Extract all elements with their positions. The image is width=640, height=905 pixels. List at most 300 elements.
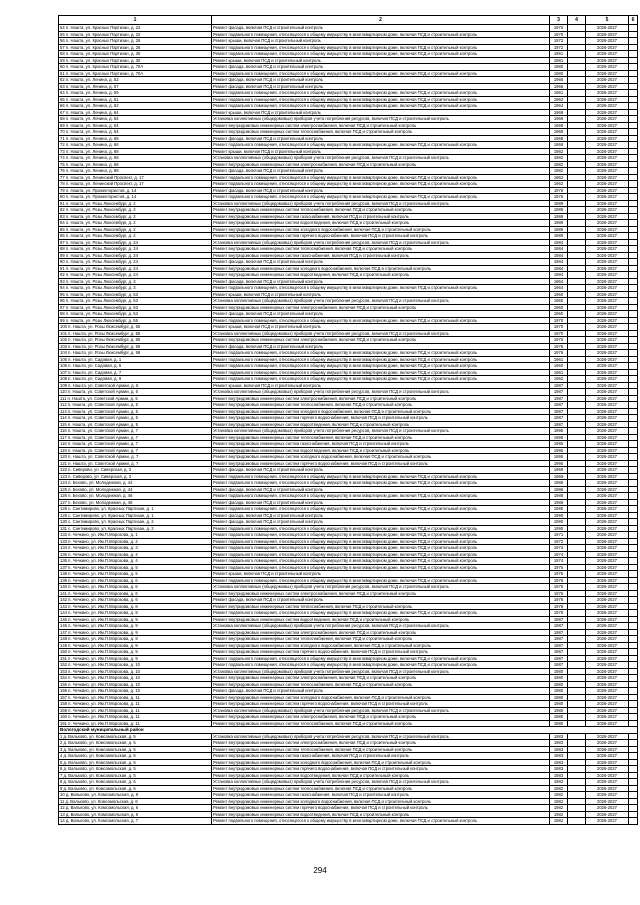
period-cell: 2026-2027: [586, 811, 629, 818]
address-text: д. Вальково, ул. Комсомольская, д. 5: [63, 772, 136, 778]
period-cell: 2026-2027: [586, 610, 629, 617]
build-year-cell: 1984: [550, 239, 568, 246]
build-year-cell: 1987: [550, 623, 568, 630]
work-type-cell: Ремонт фасада, включая ПСД и строительный контроль: [212, 597, 550, 604]
row-number: 97: [60, 304, 65, 310]
build-year-cell: 1961: [550, 356, 568, 363]
work-type-cell: Ремонт внутридомовых инженерных систем теплоснабжения, включая ПСД и строительный контроль: [212, 603, 550, 610]
address-text: п. Чечкино, ул. Им.П.Морозова, д. 4: [68, 551, 138, 557]
work-type-cell: Ремонт подвального помещения, относящегося к общему имуществу в многоквартирном доме, включая ПСД и строительный контроль: [212, 532, 550, 539]
work-type-cell: Ремонт фасада, включая ПСД и строительный контроль: [212, 77, 550, 84]
period-cell: 2026-2027: [586, 402, 629, 409]
build-year-cell: 1982: [550, 785, 568, 792]
header-col-1: 1: [59, 16, 212, 25]
build-year-cell: 1987: [550, 636, 568, 643]
row-number: 70: [60, 129, 65, 134]
address-text: д. Вальково, ул. Комсомольская, д. 6: [65, 805, 139, 810]
address-text: п. Нашта, ул. Ленина, д. 61: [65, 96, 119, 102]
period-cell: 2026-2027: [586, 545, 629, 552]
address-text: п. Нашта, ул. Красных Партизан, д. 22: [65, 31, 141, 37]
work-type-cell: Ремонт внутридомовых инженерных систем теплоснабжения, включая ПСД и строительный контроль: [212, 681, 550, 688]
row-number: 6: [60, 766, 63, 771]
address-text: п. Нашта, ул. Советской Армии, д. 7: [67, 428, 138, 433]
period-cell: 2026-2027: [586, 51, 629, 58]
work-type-cell: Ремонт внутридомовых инженерных систем водоотведения, включая ПСД и строительный контроль: [212, 447, 550, 454]
address-text: п. Нашта, ул. Советской Армии, д. 7: [68, 454, 139, 459]
address-text: п. Чечкино, ул. Им.П.Морозова, д. 10: [68, 662, 141, 667]
address-text: п. Чечкино, ул. Им.П.Морозова, д. 11: [68, 694, 140, 700]
build-year-cell: 1995: [550, 428, 568, 435]
address-text: п. Нашта, ул. Розы Люксембург, д. 2: [65, 207, 136, 212]
build-year-cell: 1983: [550, 740, 568, 747]
address-text: п. Нашта, ул. Красных Партизан, д. 30: [65, 57, 141, 63]
period-cell: 2026-2027: [586, 181, 629, 188]
row-number: 137: [60, 564, 67, 570]
build-year-cell: 1982: [550, 161, 568, 168]
build-year-cell: 1990: [550, 525, 568, 532]
address-text: п. Нашта, ул. Розы Люксембург, д. 59: [68, 350, 141, 355]
period-cell: 2026-2027: [586, 460, 629, 467]
row-number: 1: [60, 733, 63, 739]
period-cell: 2026-2027: [586, 135, 629, 142]
row-number: 143: [60, 603, 67, 609]
row-number: 129: [60, 512, 67, 518]
work-type-cell: Ремонт внутридомовых инженерных систем холодного водоснабжения, включая ПСД и строительный контроль: [212, 694, 550, 701]
build-year-cell: 1969: [550, 473, 568, 480]
row-number: 103: [60, 343, 67, 349]
build-year-cell: 1983: [550, 772, 568, 779]
row-number: 80: [60, 194, 65, 199]
build-year-cell: 1976: [550, 590, 568, 597]
period-cell: 2026-2027: [586, 122, 629, 129]
period-cell: 2026-2027: [586, 525, 629, 532]
row-number: 110: [60, 389, 67, 394]
work-type-cell: Установка коллективных (общедомовых) приборов учета потребления ресурсов, включая ПСД и строительный контроль: [212, 155, 550, 162]
build-year-cell: 1966: [550, 83, 568, 90]
address-text: п. Нашта, ул. Ленина, д. 64: [65, 129, 119, 134]
row-number: 123: [60, 473, 67, 479]
period-cell: 2026-2027: [586, 330, 629, 337]
build-year-cell: 1989: [550, 220, 568, 227]
period-cell: 2026-2027: [586, 675, 629, 682]
row-number: 59: [60, 57, 65, 63]
address-text: п. Чечкино, ул. Им.П.Морозова, д. 9: [68, 649, 138, 654]
address-text: п. Нашта, ул. Розы Люксембург, д. 24: [65, 265, 138, 271]
row-number: 119: [60, 447, 67, 453]
work-type-cell: Ремонт подвального помещения, относящегося к общему имуществу в многоквартирном доме, включая ПСД и строительный контроль: [212, 577, 550, 584]
period-cell: 2026-2027: [586, 441, 629, 448]
build-year-cell: 1983: [550, 766, 568, 773]
build-year-cell: 1978: [550, 603, 568, 610]
period-cell: 2026-2027: [586, 376, 629, 383]
row-number: 101: [60, 330, 67, 336]
build-year-cell: 1972: [550, 38, 568, 45]
work-type-cell: Ремонт подвального помещения, относящегося к общему имуществу в многоквартирном доме, включая ПСД и строительный контроль: [212, 44, 550, 51]
address-text: п. Чечкино, ул. Им.П.Морозова, д. 8: [68, 603, 138, 609]
row-number: 69: [60, 122, 65, 128]
period-cell: 2026-2027: [586, 577, 629, 584]
extra-year-cell: [568, 818, 586, 825]
work-type-cell: Установка коллективных (общедомовых) приборов учета потребления ресурсов, включая ПСД и строительный контроль: [212, 330, 550, 337]
build-year-cell: 1974: [550, 558, 568, 565]
row-number: 5: [60, 759, 63, 765]
period-cell: 2026-2027: [586, 532, 629, 539]
period-cell: 2026-2027: [586, 129, 629, 136]
address-text: п. Чечкино, ул. Им.П.Морозова, д. 11: [68, 714, 140, 719]
build-year-cell: 1995: [550, 460, 568, 467]
row-number: 118: [60, 441, 67, 446]
row-number: 106: [60, 363, 67, 368]
address-text: п. Нашта, ул. Ленина, д. 68: [65, 155, 119, 160]
row-number: 93: [60, 278, 65, 284]
table-row: [59, 818, 638, 825]
build-year-cell: 1969: [550, 109, 568, 116]
build-year-cell: 1981: [550, 57, 568, 64]
address-text: п. Чечкино, ул. Им.П.Морозова, д. 9: [68, 655, 138, 661]
work-type-cell: Ремонт внутридомовых инженерных систем электроснабжения, включая ПСД и строительный контроль: [212, 675, 550, 682]
row-number: 54: [60, 25, 65, 30]
period-cell: 2026-2027: [586, 116, 629, 123]
row-number: 152: [60, 662, 67, 667]
period-cell: 2026-2027: [586, 155, 629, 162]
work-type-cell: Ремонт крыши, включая ПСД и строительный контроль: [212, 57, 550, 64]
period-cell: 2026-2027: [586, 96, 629, 103]
build-year-cell: 1968: [550, 135, 568, 142]
address-text: п. Чечкино, ул. Им.П.Морозова, д. 8: [68, 610, 138, 615]
row-number: 115: [60, 421, 67, 427]
period-cell: 2026-2027: [586, 395, 629, 402]
row-number: 87: [60, 239, 65, 245]
build-year-cell: 1960: [550, 311, 568, 318]
address-text: п. Чечкино, ул. Им.П.Морозова, д. 11: [68, 701, 140, 706]
work-type-cell: Ремонт внутридомовых инженерных систем горячего водоснабжения, включая ПСД и строительный контроль: [212, 460, 550, 467]
period-cell: 2026-2027: [586, 415, 629, 422]
build-year-cell: 1978: [550, 610, 568, 617]
work-type-cell: Ремонт фасада, включая ПСД и строительный контроль: [212, 135, 550, 142]
row-number: 79: [60, 187, 65, 193]
period-cell: 2026-2027: [586, 623, 629, 630]
work-type-cell: Ремонт фасада, включая ПСД и строительный контроль: [212, 343, 550, 350]
period-cell: 2026-2027: [586, 31, 629, 38]
header-col-6: 6: [629, 16, 638, 25]
period-cell: 2026-2027: [586, 421, 629, 428]
row-number: 58: [60, 51, 65, 56]
build-year-cell: 1987: [550, 415, 568, 422]
address-text: п. Чечкино, ул. Им.П.Морозова, д. 5: [68, 564, 138, 570]
row-number: 92: [60, 272, 65, 277]
address-text: с. Сантимирово, ул. Красных Партизан, д. 1: [68, 512, 154, 518]
build-year-cell: 1969: [550, 116, 568, 123]
work-type-cell: Ремонт фасада, включая ПСД и строительный контроль: [212, 467, 550, 474]
work-type-cell: Ремонт внутридомовых инженерных систем горячего водоснабжения, включая ПСД и строительный контроль: [212, 649, 550, 656]
work-type-cell: Ремонт внутридомовых инженерных систем горячего водоснабжения, включая ПСД и строительный контроль: [212, 701, 550, 708]
work-type-cell: Ремонт внутридомовых инженерных систем холодного водоснабжения, включая ПСД и строительный контроль: [212, 759, 550, 766]
address-text: с. Сантимирово, ул. Красных Партизан, д. 2: [68, 519, 154, 524]
work-type-cell: Ремонт внутридомовых инженерных систем электроснабжения, включая ПСД и строительный контроль: [212, 122, 550, 129]
work-type-cell: Установка коллективных (общедомовых) приборов учета потребления ресурсов, включая ПСД и строительный контроль: [212, 239, 550, 246]
build-year-cell: 1960: [550, 291, 568, 298]
row-number: 135: [60, 551, 67, 557]
row-number: 124: [60, 480, 67, 485]
work-type-cell: Установка коллективных (общедомовых) приборов учета потребления ресурсов, включая ПСД и строительный контроль: [212, 707, 550, 714]
row-number: 114: [60, 415, 67, 420]
row-number: 86: [60, 233, 65, 238]
work-type-cell: Ремонт внутридомовых инженерных систем теплоснабжения, включая ПСД и строительный контроль: [212, 246, 550, 253]
row-number: 126: [60, 493, 67, 498]
address-text: п. Чечкино, ул. Им.П.Морозова, д. 6: [68, 597, 138, 602]
work-type-cell: Ремонт подвального помещения, относящегося к общему имуществу в многоквартирном доме, включая ПСД и строительный контроль: [212, 350, 550, 357]
period-cell: 2026-2027: [586, 226, 629, 233]
build-year-cell: 1962: [550, 96, 568, 103]
period-cell: 2026-2027: [586, 499, 629, 506]
address-text: п. Нашта, ул. Советской Армии, д. 7: [67, 441, 138, 446]
build-year-cell: 1982: [550, 155, 568, 162]
row-number: 91: [60, 265, 65, 271]
row-number: 134: [60, 545, 67, 550]
work-type-cell: Ремонт внутридомовых инженерных систем электроснабжения, включая ПСД и строительный контроль: [212, 395, 550, 402]
address-text: п. Чечкино, ул. Им.П.Морозова, д. 10: [68, 668, 141, 674]
build-year-cell: 1983: [550, 753, 568, 760]
row-number: 71: [60, 135, 65, 141]
header-col-4: 4: [568, 16, 586, 25]
work-type-cell: Ремонт подвального помещения, относящегося к общему имуществу в многоквартирном доме, включая ПСД и строительный контроль: [212, 525, 550, 532]
row-number: 160: [60, 714, 67, 719]
period-cell: 2026-2027: [586, 285, 629, 292]
build-year-cell: 1980: [550, 688, 568, 695]
work-type-cell: Ремонт внутридомовых инженерных систем теплоснабжения, включая ПСД и строительный контроль: [212, 785, 550, 792]
period-cell: 2026-2027: [586, 512, 629, 519]
build-year-cell: 1987: [550, 408, 568, 415]
period-cell: 2026-2027: [586, 25, 629, 32]
address-text: п. Чечкино, ул. Им.П.Морозова, д. 9: [68, 642, 138, 648]
period-cell: 2026-2027: [586, 369, 629, 376]
work-type-cell: Ремонт внутридомовых инженерных систем теплоснабжения, включая ПСД и строительный контроль: [212, 720, 550, 727]
build-year-cell: 1968: [550, 142, 568, 149]
work-type-cell: Ремонт фасада, включая ПСД и строительный контроль: [212, 64, 550, 71]
period-cell: 2026-2027: [586, 57, 629, 64]
address-text: п. Чечкино, ул. Им.П.Морозова, д. 10: [68, 675, 141, 680]
build-year-cell: 1975: [550, 564, 568, 571]
build-year-cell: 1972: [550, 538, 568, 545]
row-number: 78: [60, 181, 65, 186]
period-cell: 2026-2027: [586, 493, 629, 500]
period-cell: 2026-2027: [586, 389, 629, 396]
work-type-cell: Установка коллективных (общедомовых) приборов учета потребления ресурсов, включая ПСД и строительный контроль: [212, 668, 550, 675]
work-type-cell: Ремонт крыши, включая ПСД и строительный контроль: [212, 324, 550, 331]
work-type-cell: Ремонт внутридомовых инженерных систем газоснабжения, включая ПСД и строительный контроль: [212, 753, 550, 760]
address-text: п. Нашта, ул. Розы Люксембург, д. 2: [65, 220, 136, 225]
work-type-cell: Ремонт крыши, включая ПСД и строительный контроль: [212, 38, 550, 45]
work-type-cell: Ремонт подвального помещения, относящегося к общему имуществу в многоквартирном доме, включая ПСД и строительный контроль: [212, 662, 550, 669]
build-year-cell: 1961: [550, 369, 568, 376]
address-text: п. Чечкино, ул. Им.П.Морозова, д. 1: [68, 532, 138, 537]
address-text: д. Вальково, ул. Комсомольская, д. 5: [63, 759, 136, 765]
work-type-cell: Ремонт подвального помещения, относящегося к общему имуществу в многоквартирном доме, включая ПСД и строительный контроль: [212, 545, 550, 552]
row-number: 60: [60, 64, 65, 69]
row-number: 131: [60, 525, 67, 531]
period-cell: 2026-2027: [586, 642, 629, 649]
address-text: п. Нашта, ул. Розы Люксембург, д. 53: [65, 291, 138, 297]
row-number: 55: [60, 31, 65, 37]
work-type-cell: Ремонт внутридомовых инженерных систем водоотведения, включая ПСД и строительный контроль: [212, 421, 550, 428]
capital-repair-table: [58, 15, 638, 825]
work-type-cell: Установка коллективных (общедомовых) приборов учета потребления ресурсов, включая ПСД и строительный контроль: [212, 428, 550, 435]
row-number: 73: [60, 148, 65, 154]
address-text: д. Вальково, ул. Комсомольская, д. 5: [63, 753, 136, 758]
work-type-cell: Ремонт подвального помещения, относящегося к общему имуществу в многоквартирном доме, включая ПСД и строительный контроль: [212, 90, 550, 97]
work-type-cell: Ремонт фасада, включая ПСД и строительный контроль: [212, 83, 550, 90]
address-text: п. Нашта, ул. Розы Люксембург, д. 2: [65, 233, 136, 238]
address-text: п. Нашта, ул. Прожектористов, д. 14: [65, 187, 137, 193]
address-text: п. Бехово, ул. Молодежная, д. 46: [68, 493, 133, 498]
work-type-cell: Ремонт внутридомовых инженерных систем холодного водоснабжения, включая ПСД и строительный контроль: [212, 408, 550, 415]
address-text: п. Нашта, ул. Ленина, д. 64: [65, 122, 119, 128]
period-cell: 2026-2027: [586, 207, 629, 214]
work-type-cell: Ремонт подвального помещения, относящегося к общему имуществу в многоквартирном доме, включая ПСД и строительный контроль: [212, 551, 550, 558]
address-text: п. Нашта, ул. Ленинский Проспект, д. 17: [65, 174, 144, 180]
period-cell: 2026-2027: [586, 44, 629, 51]
build-year-cell: 1987: [550, 629, 568, 636]
build-year-cell: 1970: [550, 25, 568, 32]
work-type-cell: Ремонт фасада, включая ПСД и строительный контроль: [212, 278, 550, 285]
build-year-cell: 1984: [550, 252, 568, 259]
period-cell: 2026-2027: [586, 428, 629, 435]
address-text: д. Вальково, ул. Комсомольская, д. 6: [63, 785, 136, 791]
row-number: 138: [60, 571, 67, 576]
row-number: 98: [60, 311, 65, 316]
build-year-cell: 1969: [550, 467, 568, 474]
build-year-cell: 1984: [550, 259, 568, 266]
row-number: 62: [60, 77, 65, 82]
work-type-cell: Ремонт подвального помещения, относящегося к общему имуществу в многоквартирном доме, включая ПСД и строительный контроль: [212, 174, 550, 181]
row-number: 56: [60, 38, 65, 43]
address-text: п. Нашта, ул. Красных Партизан, д. 26: [65, 38, 141, 43]
address-text: п. Бехово, ул. Молодежная, д. 46: [68, 499, 133, 505]
build-year-cell: 1995: [550, 454, 568, 461]
address-text: п. Чечкино, ул. Им.П.Морозова, д. 10: [68, 681, 141, 687]
address-text: д. Вальково, ул. Комсомольская, д. 6: [65, 798, 138, 804]
build-year-cell: 1970: [550, 337, 568, 344]
period-cell: 2026-2027: [586, 109, 629, 116]
period-cell: 2026-2027: [586, 434, 629, 441]
period-cell: 2026-2027: [586, 77, 629, 84]
row-number: 125: [60, 486, 67, 492]
period-cell: 2026-2027: [586, 148, 629, 155]
address-text: п. Нашта, ул. Розы Люксембург, д. 2: [65, 200, 136, 206]
period-cell: 2026-2027: [586, 720, 629, 727]
work-type-cell: Ремонт подвального помещения, относящегося к общему имуществу в многоквартирном доме, включая ПСД и строительный контроль: [212, 473, 550, 480]
address-text: с. Сантимирово, ул. Красных Партизан, д. 1: [68, 506, 154, 511]
work-type-cell: Установка коллективных (общедомовых) приборов учета потребления ресурсов, включая ПСД и строительный контроль: [212, 200, 550, 207]
period-cell: 2026-2027: [586, 688, 629, 695]
row-number: 66: [60, 103, 65, 108]
work-type-cell: Ремонт подвального помещения, относящегося к общему имуществу в многоквартирном доме, включая ПСД и строительный контроль: [212, 363, 550, 370]
address-text: п. Нашта, ул. Советской Армии, д. 7: [68, 460, 139, 466]
work-type-cell: Ремонт фасада, включая ПСД и строительный контроль: [212, 519, 550, 526]
address-text: п. Нашта, ул. Советской Армии, д. 5: [67, 421, 138, 427]
row-number: 95: [60, 291, 65, 297]
work-type-cell: Ремонт внутридомовых инженерных систем электроснабжения, включая ПСД и строительный контроль: [212, 304, 550, 311]
address-text: п. Чечкино, ул. Им.П.Морозова, д. 3: [68, 545, 138, 550]
period-cell: 2026-2027: [586, 759, 629, 766]
build-year-cell: 1984: [550, 246, 568, 253]
build-year-cell: 1990: [550, 519, 568, 526]
build-year-cell: 1987: [550, 642, 568, 649]
row-number: 61: [60, 70, 65, 76]
build-year-cell: 1981: [550, 51, 568, 58]
row-number: 104: [60, 350, 67, 355]
row-number: 75: [60, 161, 65, 167]
build-year-cell: 1973: [550, 545, 568, 552]
address-text: п. Нашта, ул. Прожектористов, д. 14: [65, 194, 137, 199]
row-number: 88: [60, 246, 65, 251]
build-year-cell: 1989: [550, 200, 568, 207]
build-year-cell: 1989: [550, 233, 568, 240]
row-number: 159: [60, 707, 67, 713]
build-year-cell: 1980: [550, 675, 568, 682]
address-text: п. Чечкино, ул. Им.П.Морозова, д. 6: [68, 584, 138, 589]
build-year-cell: 1986: [550, 480, 568, 487]
header-col-3: 3: [550, 16, 568, 25]
work-type-cell: Ремонт подвального помещения, относящегося к общему имуществу в многоквартирном доме, включая ПСД и строительный контроль: [212, 818, 550, 825]
page-number: 294: [313, 866, 327, 875]
row-number: 158: [60, 701, 67, 706]
period-cell: 2026-2027: [586, 174, 629, 181]
period-cell: 2026-2027: [586, 636, 629, 643]
work-type-cell: Ремонт внутридомовых инженерных систем газоснабжения, включая ПСД и строительный контроль: [212, 792, 550, 799]
address-text: д. Вальково, ул. Комсомольская, д. 5: [63, 733, 136, 739]
period-cell: 2026-2027: [586, 200, 629, 207]
row-number: 142: [60, 597, 67, 602]
period-cell: 2026-2027: [586, 447, 629, 454]
address-text: п. Нашта, ул. Красных Партизан, д. 26: [65, 44, 141, 50]
period-cell: 2026-2027: [586, 187, 629, 194]
build-year-cell: 1984: [550, 265, 568, 272]
period-cell: 2026-2027: [586, 584, 629, 591]
period-cell: 2026-2027: [586, 480, 629, 487]
period-cell: 2026-2027: [586, 506, 629, 513]
work-type-cell: Установка коллективных (общедомовых) приборов учета потребления ресурсов, включая ПСД и строительный контроль: [212, 733, 550, 740]
address-text: п. Нашта, ул. Ленина, д. 62: [65, 103, 119, 108]
period-cell: 2026-2027: [586, 590, 629, 597]
address-text: п. Нашта, ул. Советской Армии, д. 7: [67, 447, 138, 453]
period-cell: 2026-2027: [586, 766, 629, 773]
address-text: п. Нашта, ул. Ленина, д. 68: [65, 168, 119, 173]
period-cell: 2026-2027: [586, 564, 629, 571]
period-cell: 2026-2027: [586, 298, 629, 305]
address-text: п. Нашта, ул. Садовая, д. 9: [68, 376, 122, 381]
period-cell: 2026-2027: [586, 779, 629, 786]
build-year-cell: 1990: [550, 512, 568, 519]
period-cell: 2026-2027: [586, 662, 629, 669]
row-number: 72: [60, 142, 65, 147]
build-year-cell: 1986: [550, 499, 568, 506]
row-number: 136: [60, 558, 67, 563]
row-number: 122: [60, 467, 67, 472]
work-type-cell: Установка коллективных (общедомовых) приборов учета потребления ресурсов, включая ПСД и строительный контроль: [212, 779, 550, 786]
work-type-cell: Ремонт крыши, включая ПСД и строительный контроль: [212, 291, 550, 298]
work-type-cell: Ремонт внутридомовых инженерных систем холодного водоснабжения, включая ПСД и строительный контроль: [212, 642, 550, 649]
row-number: 10: [60, 792, 65, 797]
build-year-cell: 1980: [550, 714, 568, 721]
row-number: 112: [60, 402, 67, 407]
address-text: д. Вальково, ул. Комсомольская, д. 6: [65, 792, 139, 797]
address-text: п. Нашта, ул. Советской Армии, д. 5: [67, 402, 138, 407]
address-text: п. Нашта, ул. Ленина, д. 68: [65, 148, 119, 154]
address-text: п. Нашта, ул. Советской Армии, д. 5: [67, 408, 138, 414]
address-text: с. Сантимирово, ул. Красных Партизан, д. 2: [68, 525, 154, 531]
row-number: 150: [60, 649, 67, 654]
